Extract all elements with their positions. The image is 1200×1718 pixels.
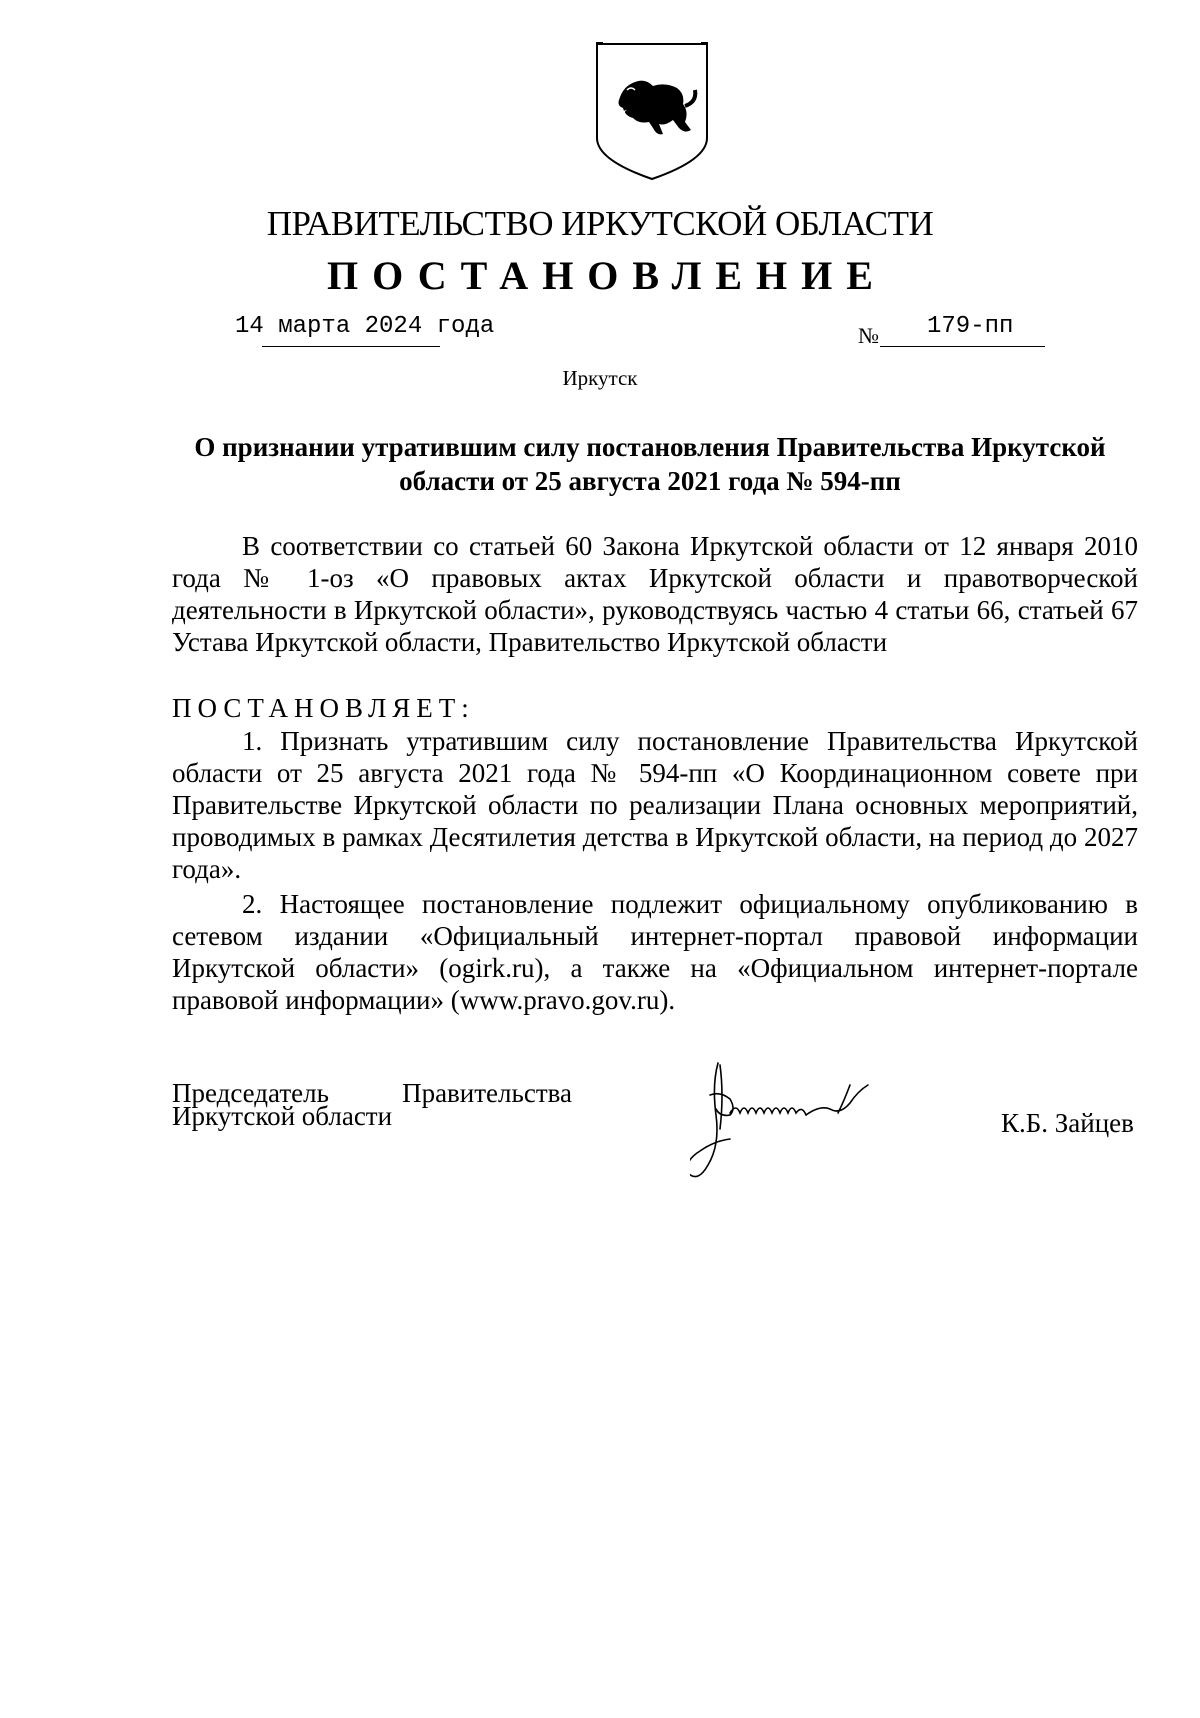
signer-name: К.Б. Зайцев xyxy=(1001,1108,1134,1138)
signer-title-line2: Иркутской области xyxy=(172,1101,393,1131)
decree-item-2: 2. Настоящее постановление подлежит официальному опубликованию в сетевом издании «Официальный интернет-портал правовой информации Иркутской области» (ogirk.ru), а также на «Официальном интернет-портале правовой информации» (www.pravo.gov.ru). xyxy=(172,889,1138,1015)
document-title: О признании утратившим силу постановления Правительства Иркутской области от 25 августа 2021 года № 594-пп xyxy=(194,432,1106,496)
handwritten-signature xyxy=(690,1055,930,1185)
document-number: 179-пп xyxy=(927,313,1014,340)
preamble-paragraph: В соответствии со статьей 60 Закона Иркутской области от 12 января 2010 года № 1-оз «О правовых актах Иркутской области и правотворческой деятельности в Иркутской области», руководствуясь частью 4 статьи 66, статьей 67 Устава Иркутской области, Правительство Иркутской области xyxy=(172,531,1138,657)
government-name: ПРАВИТЕЛЬСТВО ИРКУТСКОЙ ОБЛАСТИ xyxy=(266,204,934,243)
coat-of-arms-emblem xyxy=(593,42,711,182)
city-name: Иркутск xyxy=(562,366,638,390)
decree-item-1: 1. Признать утратившим силу постановление Правительства Иркутской области от 25 августа 2021 года № 594-пп «О Координационном совете при Правительстве Иркутской области по реализации Плана основных мероприятий, проводимых в рамках Десятилетия детства в Иркутской области, на период до 2027 года». xyxy=(172,726,1138,884)
signer-title-word2: Правительства xyxy=(402,1078,572,1108)
number-underline xyxy=(880,346,1045,347)
decree-word: ПОСТАНОВЛЯЕТ: xyxy=(172,693,475,723)
number-sign: № xyxy=(858,323,879,348)
document-type: ПОСТАНОВЛЕНИЕ xyxy=(327,253,887,298)
document-date: 14 марта 2024 года xyxy=(235,313,495,340)
signer-title xyxy=(172,1078,572,1131)
date-underline xyxy=(262,346,440,347)
signer-title-word1: Председатель xyxy=(172,1078,329,1108)
